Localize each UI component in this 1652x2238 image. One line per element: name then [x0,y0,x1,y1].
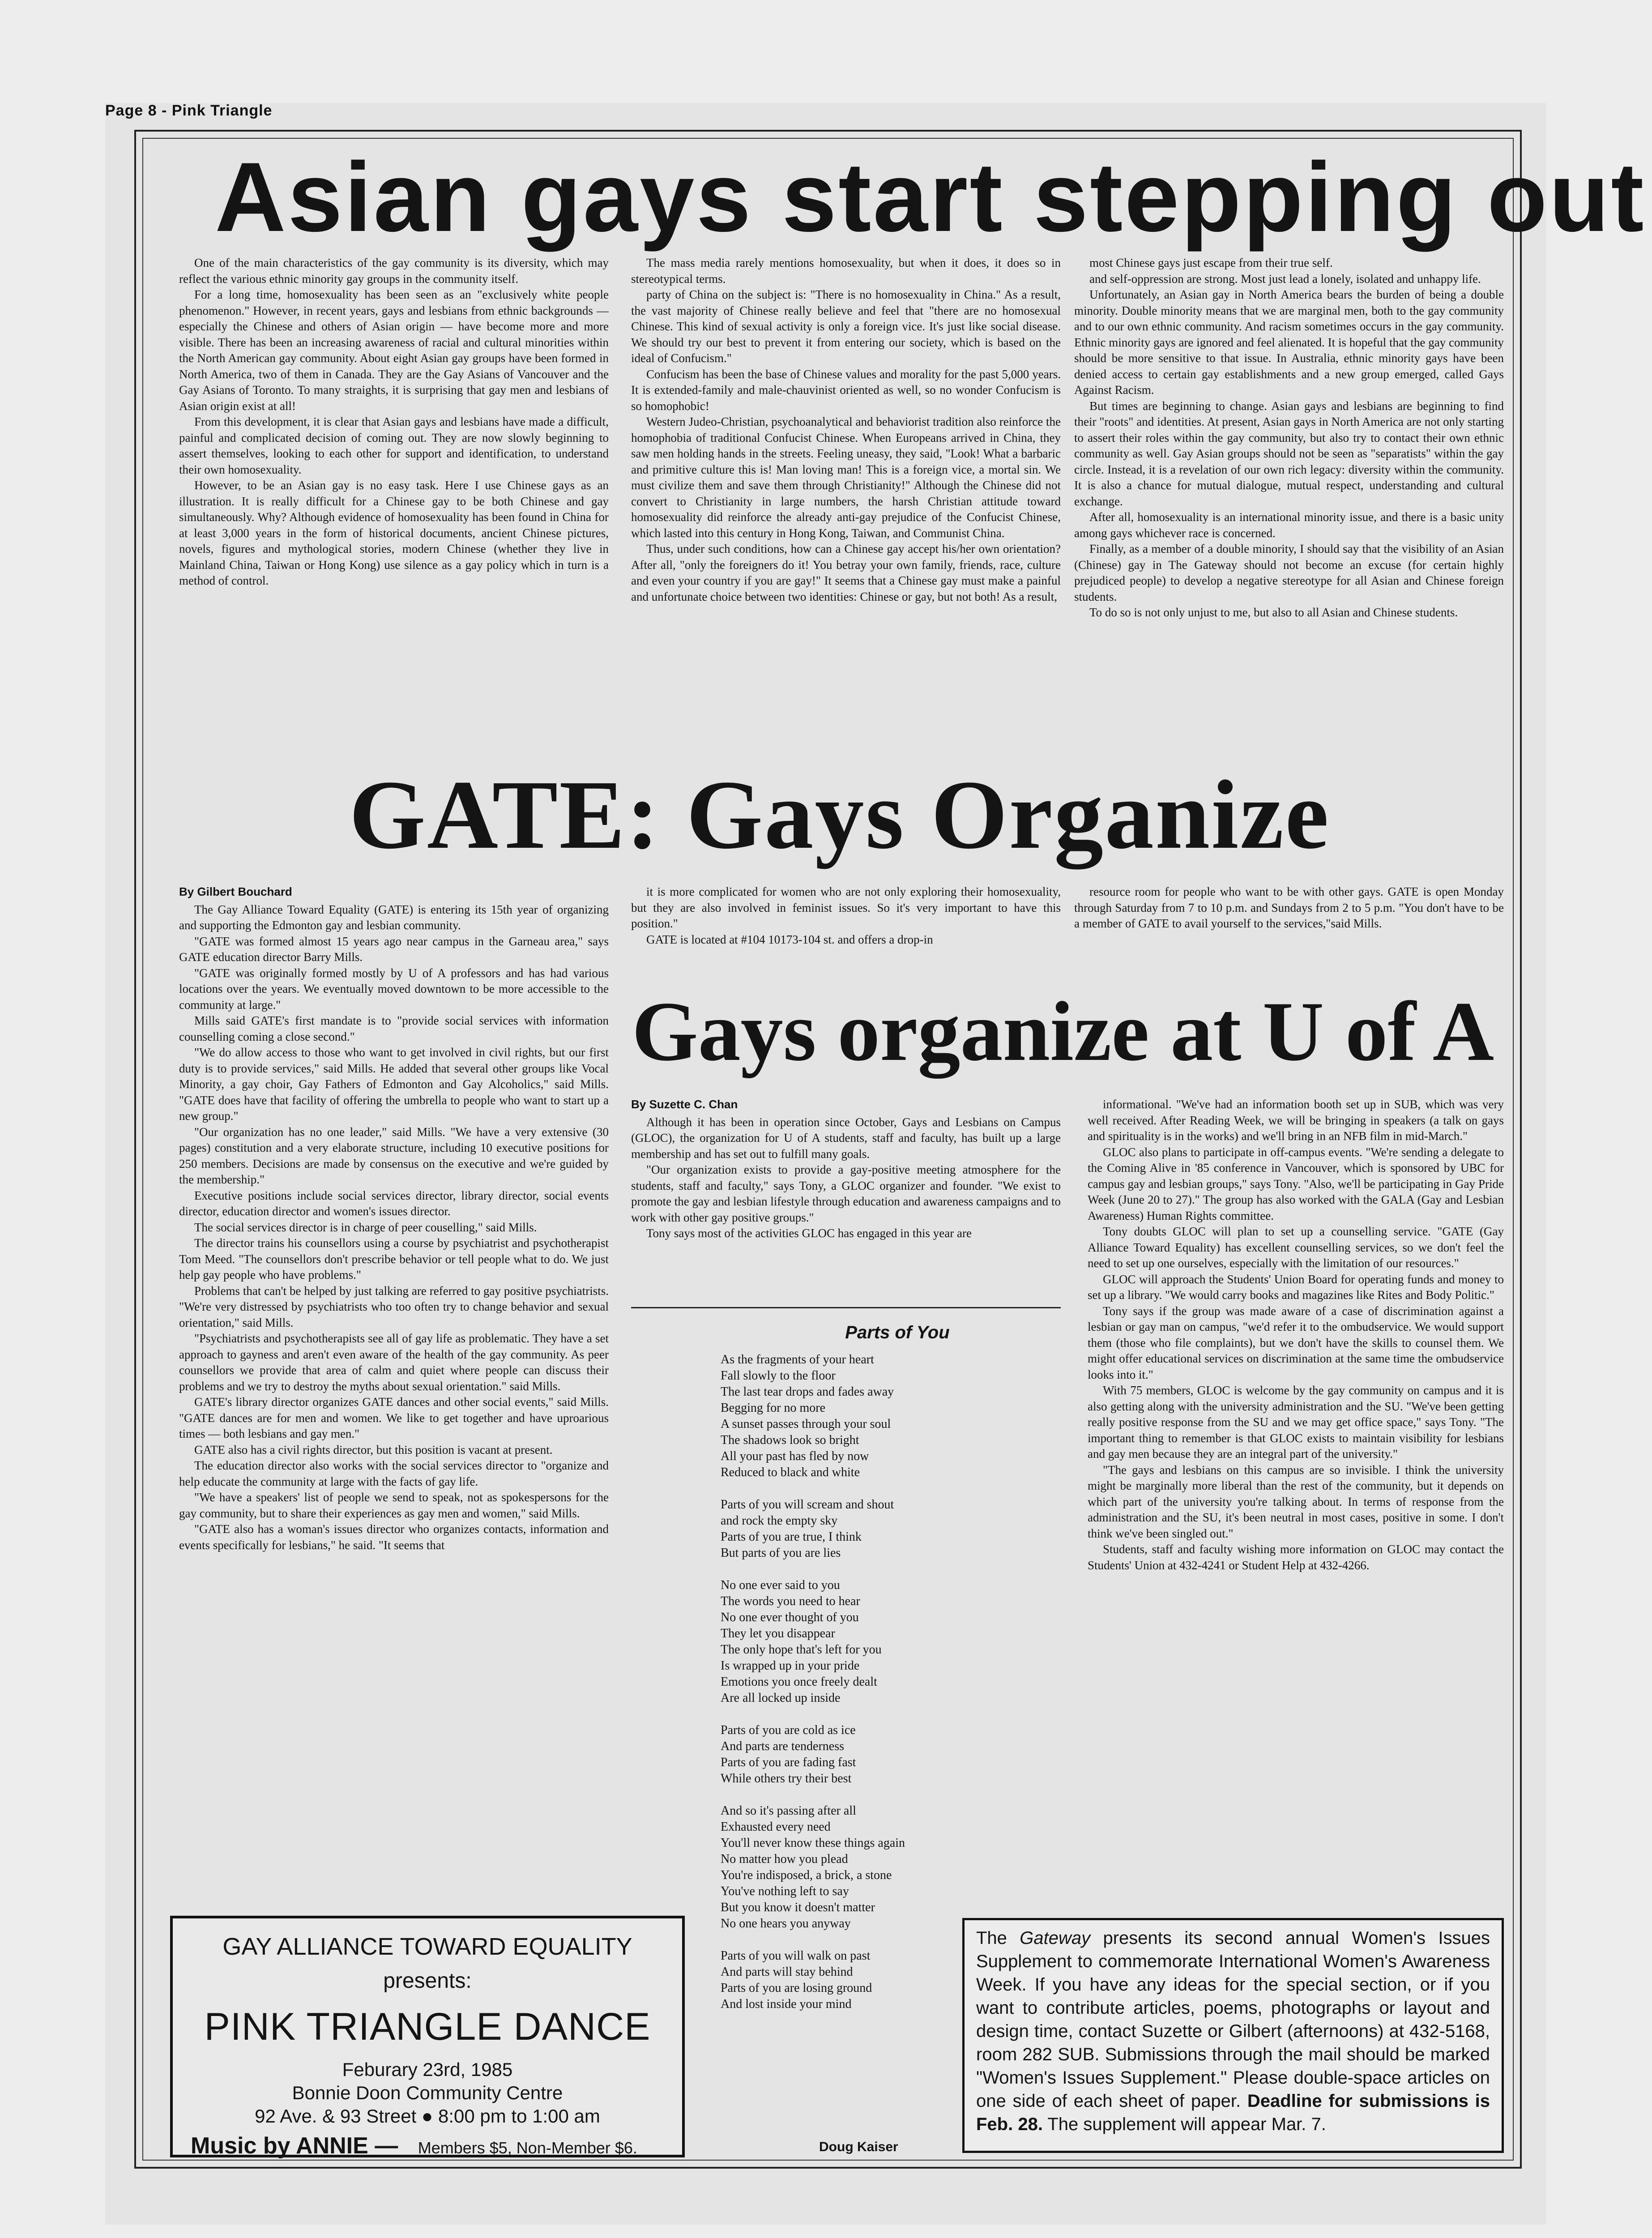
notice-gateway: Gateway [1020,1928,1091,1948]
paragraph: The director trains his counsellors using a course by psychiatrist and psychotherapist Tom Meed. "The counsellors don't prescribe behavior or tell people what to do. We just help gay people who have problems." [179,1236,609,1281]
pink-triangle-dance-ad [170,1916,685,2157]
paragraph: GATE is located at #104 10173-104 st. and offers a drop-in [646,932,933,946]
gate-column-2 [631,884,1061,974]
paragraph: GLOC also plans to participate in off-campus events. "We're sending a delegate to the Coming Alive in '85 conference in Vancouver, which is sponsored by UBC for campus gay and lesbian groups," says Tony. "Also, we'll be participating in Gay Pride Week (June 20 to 27)." The group has also worked with the GALA (Gay and Lesbian Awareness) Human Rights committee. [1088,1145,1504,1222]
section-rule [631,1307,1061,1308]
running-head: Page 8 - Pink Triangle [105,102,273,119]
poem-stanza: Parts of you will scream and shout and rock the empty sky Parts of you are true, I think But parts of you are lies [721,1498,894,1560]
paragraph: But times are beginning to change. Asian gays and lesbians are beginning to find their "roots" and identities. At present, Asian gays in North America are not only starting to assert their roles within the gay community, but also try to contact their own ethnic community as well. Gay Asian groups should not be seen as "separatists" within the gay circle. Instead, it is a revelation of our own rich legacy: diversity within the community. It is also a chance for mutual dialogue, mutual respect, understanding and cultural exchange. [1074,399,1504,508]
paragraph: "GATE was formed almost 15 years ago near campus in the Garneau area," says GATE education director Barry Mills. [179,934,609,964]
paragraph: Thus, under such conditions, how can a Chinese gay accept his/her own orientation? After all, "only the foreigners do it! You betray your own family, friends, race, culture and even your country if you are gay!" It seems that a Chinese gay must make a painful and unfortunate choice between two identities: Chinese or gay, but not both! As a result, [631,542,1061,603]
paragraph: Western Judeo-Christian, psychoanalytical and behaviorist tradition also reinforce the homophobia of traditional Confucist Chinese. When Europeans arrived in China, they saw men holding hands in the streets. Feeling uneasy, they said, "Look! What a barbaric and primitive culture this is! Man loving man! This is a foreign vice, a mortal sin. We must civilize them and save them through Christianity!" Although the Chinese did not convert to Christianity in large numbers, the harsh Christian attitude toward homosexuality did reinforce the already anti-gay prejudice of the Confucist Chinese, which lasted into this century in Hong Kong, Taiwan, and Communist China. [631,415,1061,540]
paragraph: Tony says most of the activities GLOC has engaged in this year are [646,1226,972,1240]
gloc-column-2 [1088,1097,1504,1795]
ad-music: Music by ANNIE — [191,2133,398,2159]
paragraph: Unfortunately, an Asian gay in North America bears the burden of being a double minority. Double minority means that we are marginal men, both to the gay community and to our own ethnic community. And racism sometimes occurs in the gay community. Ethnic minority gays are ignored and feel alienated. It is hopeful that the gay community should be more sensitive to that issue. In Australia, ethnic minority gays have been denied access to certain gay establishments and a new group emerged, called Gays Against Racism. [1074,288,1504,397]
paragraph: For a long time, homosexuality has been seen as an "exclusively white people phenomenon." However, in recent years, gays and lesbians from ethnic backgrounds — especially the Chinese and others of Asian origin — have become more and more visible. There has been an increasing awareness of racial and cultural minorities within the North American gay community. About eight Asian gay groups have been formed in North America, two of them in Canada. They are the Gay Asians of Vancouver and the Gay Asians of Toronto. To many straights, it is surprising that gay men and lesbians of Asian origin exist at all! [179,288,609,413]
asian-column-2 [631,255,1061,756]
paragraph: "GATE was originally formed mostly by U of A professors and has had various locations over the years. We eventually moved downtown to be more accessible to the community at large." [179,966,609,1012]
notice-deadline: Deadline for submissions is Feb. 28. [976,2091,1490,2134]
paragraph: Tony says if the group was made aware of a case of discrimination against a lesbian or gay man on campus, "we'd refer it to the ombudservice. We would support them (those who file complaints), but we don't have the skills to counsel them. We might offer educational services on discrimination at the same time the ombudservice looks into it." [1088,1304,1504,1381]
gate-column-1 [179,884,609,1806]
paragraph: Mills said GATE's first mandate is to "provide social services with information counselling coming a close second." [179,1014,609,1043]
paragraph: Problems that can't be helped by just talking are referred to gay positive psychiatrists. "We're very distressed by psychiatrists who too often try to change behavior and sexual orientation," said Mills. [179,1284,609,1329]
paragraph: GATE's library director organizes GATE dances and other social events," said Mills. "GATE dances are for men and women. We like to get together and have uproarious times — both lesbians and gay men." [179,1395,609,1440]
paragraph: Tony doubts GLOC will plan to set up a counselling service. "GATE (Gay Alliance Toward Equality) has excellent counselling services, so we don't feel the need to set up one ourselves, especially with the limitation of our resources." [1088,1225,1504,1270]
paragraph: most Chinese gays just escape from their true self. [1089,256,1333,269]
ad-address-time: 92 Ave. & 93 Street ● 8:00 pm to 1:00 am [255,2106,600,2127]
poem-title: Parts of You [845,1323,950,1342]
headline-gate-gays-organize: GATE: Gays Organize [349,760,1330,869]
paragraph: "GATE also has a woman's issues director who organizes contacts, information and events specifically for lesbians," he said. "It seems that [179,1522,609,1552]
ad-organizer: GAY ALLIANCE TOWARD EQUALITY [222,1933,632,1960]
paragraph: The education director also works with the social services director to "organize and help educate the community at large with the facts of gay life. [179,1459,609,1488]
ad-venue: Bonnie Doon Community Centre [292,2082,563,2103]
ad-event-title: PINK TRIANGLE DANCE [204,2005,651,2048]
paragraph: The Gay Alliance Toward Equality (GATE) is entering its 15th year of organizing and supporting the Edmonton gay and lesbian community. [179,902,609,932]
poem-stanza: Parts of you will walk on past And parts will stay behind Parts of you are losing ground And lost inside your mind [721,1949,872,2011]
asian-column-3 [1074,255,1504,761]
paragraph: informational. "We've had an information booth set up in SUB, which was very well received. After Reading Week, we will be bringing in speakers (a talk on gays and spirituality is in the works) and we'll bring in an NFB film in mid-March." [1088,1098,1504,1143]
notice-text: The [976,1928,1007,1948]
ad-date: Feburary 23rd, 1985 [342,2059,513,2080]
paragraph: "Our organization exists to provide a gay-positive meeting atmosphere for the students, staff and faculty," says Tony, a GLOC organizer and founder. "We exist to promote the gay and lesbian lifestyle through education and awareness campaigns and to work with other gay positive groups." [631,1163,1061,1224]
paragraph: "Psychiatrists and psychotherapists see all of gay life as problematic. They have a set approach to gayness and aren't even aware of the health of the gay community. As peer counsellors we provide that area of calm and quiet where people can discuss their problems and we try to destroy the myths about sexual orientation." said Mills. [179,1332,609,1393]
notice-text: The supplement will appear Mar. 7. [1047,2114,1326,2134]
poem-stanza: No one ever said to you The words you need to hear No one ever thought of you They let you disappear The only hope that's left for you Is wrapped up in your pride Emotions you once freely dealt Are all locked up inside [721,1578,882,1705]
ad-prices: Members $5, Non-Member $6. [418,2139,637,2157]
paragraph: After all, homosexuality is an international minority issue, and there is a basic unity among gays whichever race is concerned. [1074,510,1504,540]
paragraph: From this development, it is clear that Asian gays and lesbians have made a difficult, painful and complicated decision of coming out. They are now slowly beginning to assert themselves, looking to each other for support and identification, to understand their own homosexuality. [179,415,609,476]
paragraph: The mass media rarely mentions homosexuality, but when it does, it does so in stereotypical terms. [631,256,1061,286]
paragraph: "We have a speakers' list of people we send to speak, not as spokespersons for the gay community, but to share their experiences as gay men and women," said Mills. [179,1491,609,1520]
paragraph: "The gays and lesbians on this campus are so invisible. I think the university might be marginally more liberal than the rest of the community, but it depends on which part of the university you're talking about. In terms of response from the administration and the SU, it's been neutral in most cases, positive in some. I don't think we've been singled out." [1088,1463,1504,1540]
paragraph: One of the main characteristics of the gay community is its diversity, which may reflect the various ethnic minority gay groups in the community itself. [179,256,609,286]
paragraph: "We do allow access to those who want to get involved in civil rights, but our first duty is to provide services," said Mills. He added that several other groups like Vocal Minority, a gay choir, Gay Fathers of Edmonton and Gay Alcoholics," said Mills. "GATE does have that facility of offering the umbrella to people who want to start up a new group." [179,1046,609,1123]
paragraph: Students, staff and faculty wishing more information on GLOC may contact the Students' Union at 432-4241 or Student Help at 432-4266. [1088,1542,1504,1572]
paragraph: With 75 members, GLOC is welcome by the gay community on campus and it is also getting along with the university administration and the SU. "We've been getting really positive response from the SU and we may get office space," says Tony. "The important thing to remember is that GLOC exists to maintain visibility for lesbians and gay men because they are an integral part of the university." [1088,1384,1504,1461]
paragraph: party of China on the subject is: "There is no homosexuality in China." As a result, the vast majority of Chinese really believe and feel that "there are no homosexual Chinese. This kind of sexual activity is only a foreign vice. It's just like social disease. We should try our best to prevent it from entering our society, which is based on the ideal of Confucism." [631,288,1061,365]
ad-presents: presents: [383,1969,472,1993]
poem-stanza: Parts of you are cold as ice And parts are tenderness Parts of you are fading fast While others try their best [721,1723,856,1785]
paragraph: The social services director is in charge of peer couselling," said Mills. [194,1220,537,1234]
poem-stanza: As the fragments of your heart Fall slowly to the floor The last tear drops and fades away Begging for no more A sunset passes through your soul The shadows look so bright All your past has fled by now Reduced to black and white [721,1353,894,1479]
poem-author: Doug Kaiser [819,2140,898,2154]
paragraph: To do so is not only unjust to me, but also to all Asian and Chinese students. [1089,606,1458,619]
paragraph: it is more complicated for women who are not only exploring their homosexuality, but they are also involved in feminist issues. So it's very important to have this position." [631,885,1061,930]
gate-column-3 [1074,884,1504,974]
headline-asian-gays: Asian gays start stepping out [215,142,1646,252]
poem-stanza: And so it's passing after all Exhausted every need You'll never know these things again No matter how you plead You're indisposed, a brick, a stone You've nothing left to say But you know it doesn't matter No one hears you anyway [721,1804,905,1930]
byline: By Suzette C. Chan [631,1098,738,1111]
paragraph: GLOC will approach the Students' Union Board for operating funds and money to set up a library. "We would carry books and magazines like Rites and Body Politic." [1088,1272,1504,1302]
notice-text: presents its second annual Women's Issues Supplement to commemorate International Women's Awareness Week. If you have any ideas for the special section, or if you want to contribute articles, poems, photographs or layout and design time, contact Suzette or Gilbert (afternoons) at 432-5168, room 282 SUB. Submissions through the mail should be marked "Women's Issues Supplement." Please double-space articles on one side of each sheet of paper. [976,1928,1490,2111]
womens-issues-notice [962,1918,1504,2153]
paragraph: and self-oppression are strong. Most just lead a lonely, isolated and unhappy life. [1089,272,1481,286]
gloc-column-1 [631,1097,1061,1303]
headline-gays-organize-u-of-a: Gays organize at U of A [632,985,1494,1079]
paragraph: Confucism has been the base of Chinese values and morality for the past 5,000 years. It is extended-family and male-chauvinist oriented as well, so no wonder Confucism is so homophobic! [631,367,1061,413]
paragraph: However, to be an Asian gay is no easy task. Here I use Chinese gays as an illustration. It is really difficult for a Chinese gay to be both Chinese and gay simultaneously. Why? Although evidence of homosexuality has been found in China for at least 3,000 years in the form of historical documents, ancient Chinese pictures, novels, figures and mythological stories, modern Chinese (whether they live in Mainland China, Taiwan or Hong Kong) use silence as a gay policy which in turn is a method of control. [179,478,609,587]
paragraph: Finally, as a member of a double minority, I should say that the visibility of an Asian (Chinese) gay in The Gateway should not become an excuse (for certain highly prejudiced people) to develop a negative stereotype for all Asian and Chinese foreign students. [1074,542,1504,603]
paragraph: Although it has been in operation since October, Gays and Lesbians on Campus (GLOC), the organization for U of A students, staff and faculty, has built up a large membership and has set out to fulfill many goals. [631,1115,1061,1161]
byline: By Gilbert Bouchard [179,885,292,898]
paragraph: GATE also has a civil rights director, but this position is vacant at present. [194,1443,553,1456]
asian-column-1 [179,255,609,756]
paragraph: Executive positions include social services director, library director, social events director, education director and women's issues director. [179,1188,609,1218]
paragraph: resource room for people who want to be with other gays. GATE is open Monday through Saturday from 7 to 10 p.m. and Sundays from 2 to 5 p.m. "You don't have to be a member of GATE to avail yourself to the services,"said Mills. [1074,885,1504,930]
paragraph: "Our organization has no one leader," said Mills. "We have a very extensive (30 pages) constitution and a very elaborate structure, including 10 executive positions for 250 members. Decisions are made by consensus on the executive and we're guided by the membership." [179,1125,609,1186]
ad-footer-line [173,2132,682,2159]
